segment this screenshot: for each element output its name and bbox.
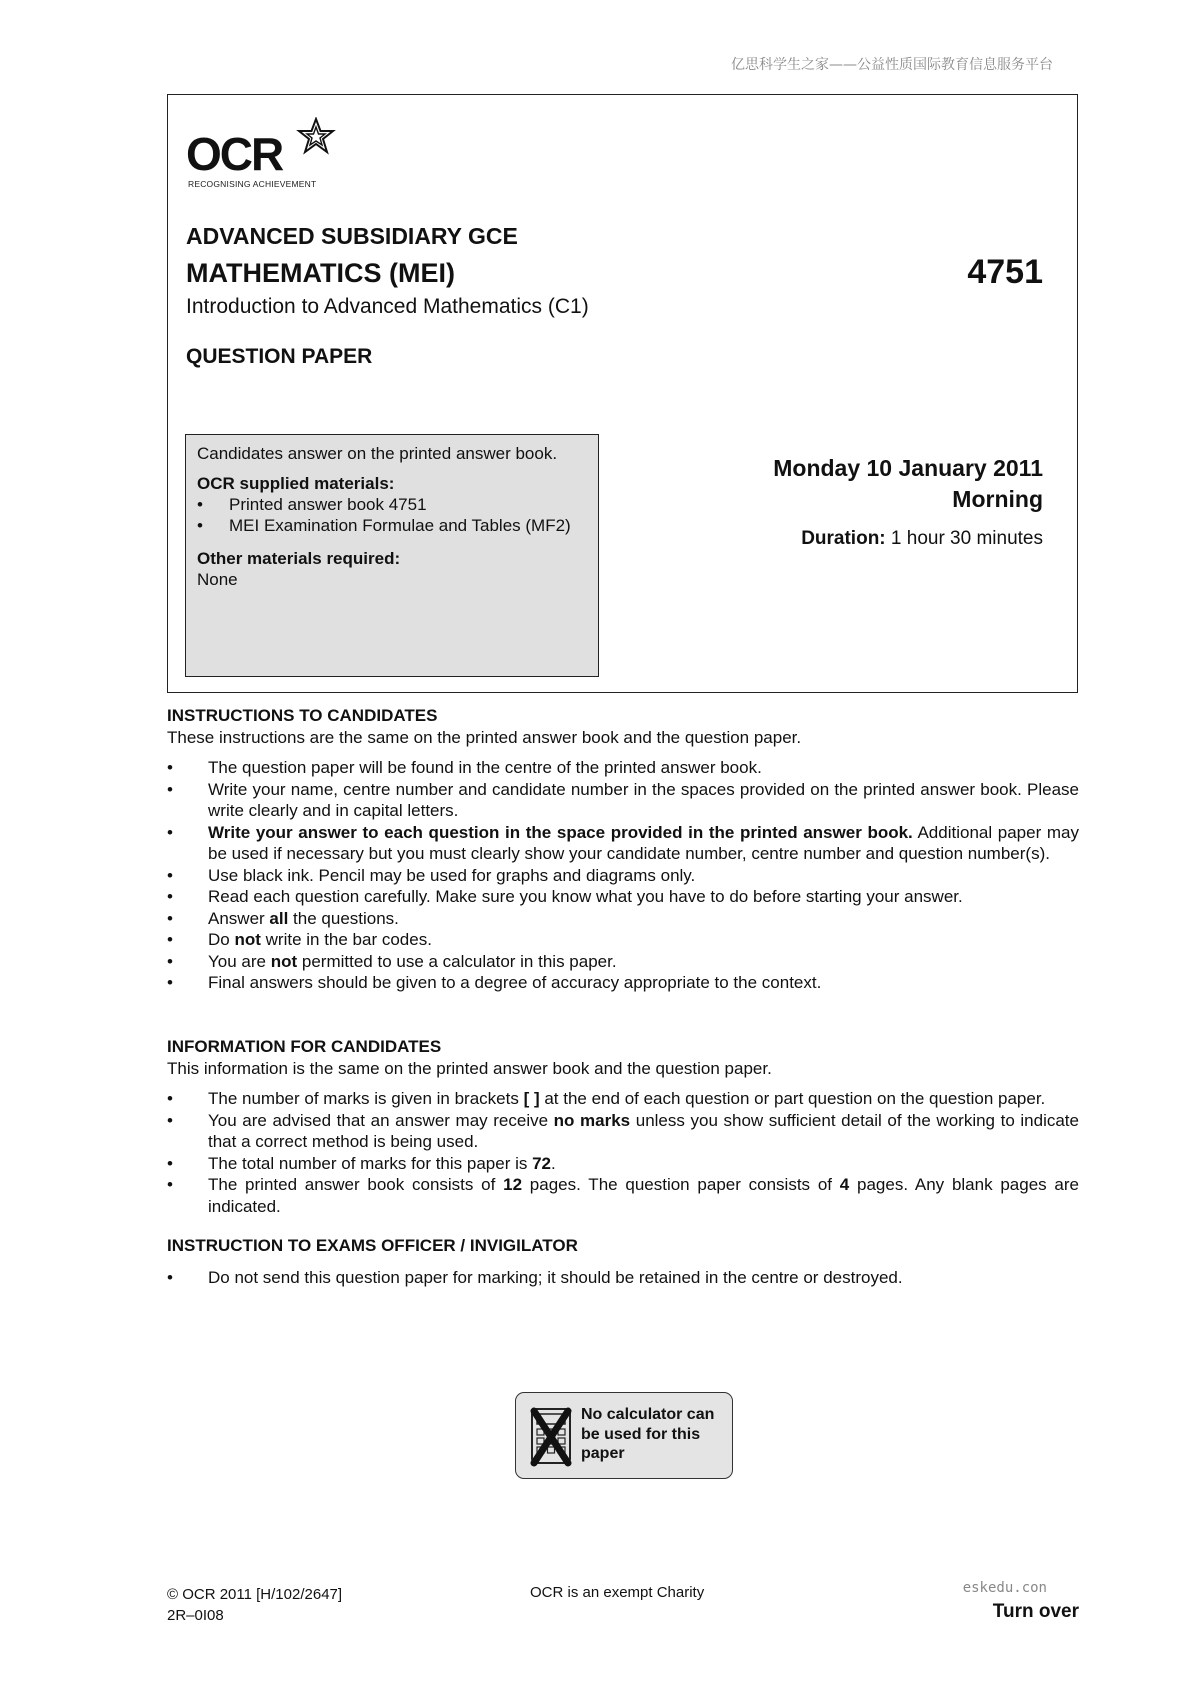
subject-title: MATHEMATICS (MEI) <box>186 258 455 288</box>
ocr-logo <box>186 117 346 187</box>
bullet-icon: • <box>167 1089 173 1108</box>
bullet-icon: • <box>167 822 173 842</box>
star-icon <box>296 117 336 157</box>
list-item: • The printed answer book consists of 12 pages. The question paper consists of 4 pages. Any blank pages are indicated. <box>167 1175 1080 1216</box>
list-item: • Use black ink. Pencil may be used for graphs and diagrams only. <box>167 865 696 885</box>
list-item: • Write your answer to each question in the space provided in the printed answer book. Additional paper may be used if necessary but you must clearly show your candidate number, centre number and question number(s). <box>167 822 1079 863</box>
bullet-icon: • <box>167 865 173 885</box>
list-item: • Answer all the questions. <box>167 908 399 928</box>
materials-intro: Candidates answer on the printed answer book. <box>197 444 558 463</box>
bullet-icon: • <box>167 1267 173 1287</box>
list-item: • Do not send this question paper for marking; it should be retained in the centre or destroyed. <box>167 1267 903 1287</box>
turn-over: Turn over <box>992 1601 1079 1622</box>
list-item: • Final answers should be given to a degree of accuracy appropriate to the context. <box>167 973 822 992</box>
instructions-section <box>167 705 1079 994</box>
officer-section <box>167 1235 1079 1288</box>
list-item: • The number of marks is given in brackets [ ] at the end of each question or part question on the question paper. <box>167 1089 1046 1108</box>
bullet-icon: • <box>167 908 173 928</box>
no-calculator-text: No calculator can be used for this paper <box>581 1406 715 1462</box>
bullet-icon: • <box>167 887 173 906</box>
bullet-icon: • <box>167 779 173 799</box>
paper-type: QUESTION PAPER <box>186 345 373 368</box>
cover-box <box>167 94 1078 693</box>
logo-wordmark: OCR <box>186 128 283 180</box>
qualification-level: ADVANCED SUBSIDIARY GCE <box>186 223 518 249</box>
paper-reference: 2R–0I08 <box>167 1607 224 1624</box>
section-intro: This information is the same on the printed answer book and the question paper. <box>167 1058 772 1078</box>
information-section <box>167 1036 1079 1217</box>
bullet-icon: • <box>167 951 173 971</box>
bullet-icon: • <box>167 930 173 949</box>
supplied-list <box>197 494 587 536</box>
bullet-icon: • <box>197 516 203 535</box>
bullet-icon: • <box>167 1110 173 1130</box>
information-list <box>167 1088 1079 1217</box>
supplied-title: OCR supplied materials: <box>197 474 395 493</box>
list-item: • You are not permitted to use a calculator in this paper. <box>167 951 617 971</box>
officer-list <box>167 1267 1079 1289</box>
charity-note: OCR is an exempt Charity <box>530 1584 705 1601</box>
bullet-icon: • <box>167 758 173 777</box>
exam-details <box>773 453 1043 550</box>
unit-title: Introduction to Advanced Mathematics (C1) <box>186 295 589 318</box>
list-item: • The question paper will be found in the centre of the printed answer book. <box>167 758 762 777</box>
section-title: INSTRUCTIONS TO CANDIDATES <box>167 706 438 725</box>
watermark-top: 亿思科学生之家——公益性质国际教育信息服务平台 <box>731 57 1053 73</box>
exam-date: Monday 10 January 2011 <box>773 455 1043 481</box>
no-calculator-badge <box>515 1392 733 1479</box>
bullet-icon: • <box>197 495 203 514</box>
list-item: • Do not write in the bar codes. <box>167 930 432 949</box>
section-intro: These instructions are the same on the printed answer book and the question paper. <box>167 727 802 747</box>
bullet-icon: • <box>167 973 173 992</box>
logo-tagline: RECOGNISING ACHIEVEMENT <box>188 179 317 189</box>
list-item: • MEI Examination Formulae and Tables (MF2) <box>197 516 571 535</box>
bullet-icon: • <box>167 1175 173 1194</box>
list-item: • You are advised that an answer may receive no marks unless you show sufficient detail of the working to indicate that a correct method is being used. <box>167 1110 1079 1151</box>
paper-code: 4751 <box>967 253 1043 291</box>
materials-box <box>185 434 599 677</box>
other-materials-value: None <box>197 570 238 589</box>
list-item: • Write your name, centre number and candidate number in the spaces provided on the printed answer book. Please write clearly and in capital letters. <box>167 779 1079 820</box>
exam-duration: Duration: 1 hour 30 minutes <box>801 528 1043 549</box>
section-title: INFORMATION FOR CANDIDATES <box>167 1037 442 1056</box>
crossed-calculator-icon <box>526 1405 576 1467</box>
watermark-bottom: eskedu.con <box>962 1580 1047 1596</box>
instructions-list <box>167 757 1079 994</box>
list-item: • Printed answer book 4751 <box>197 495 427 514</box>
section-title: INSTRUCTION TO EXAMS OFFICER / INVIGILATOR <box>167 1236 578 1255</box>
bullet-icon: • <box>167 1153 173 1173</box>
copyright: © OCR 2011 [H/102/2647] <box>167 1586 343 1603</box>
exam-session: Morning <box>952 486 1043 512</box>
other-materials-title: Other materials required: <box>197 549 401 568</box>
footer-left <box>167 1584 342 1626</box>
list-item: • The total number of marks for this paper is 72. <box>167 1153 556 1173</box>
list-item: • Read each question carefully. Make sure you know what you have to do before starting your answer. <box>167 887 963 906</box>
